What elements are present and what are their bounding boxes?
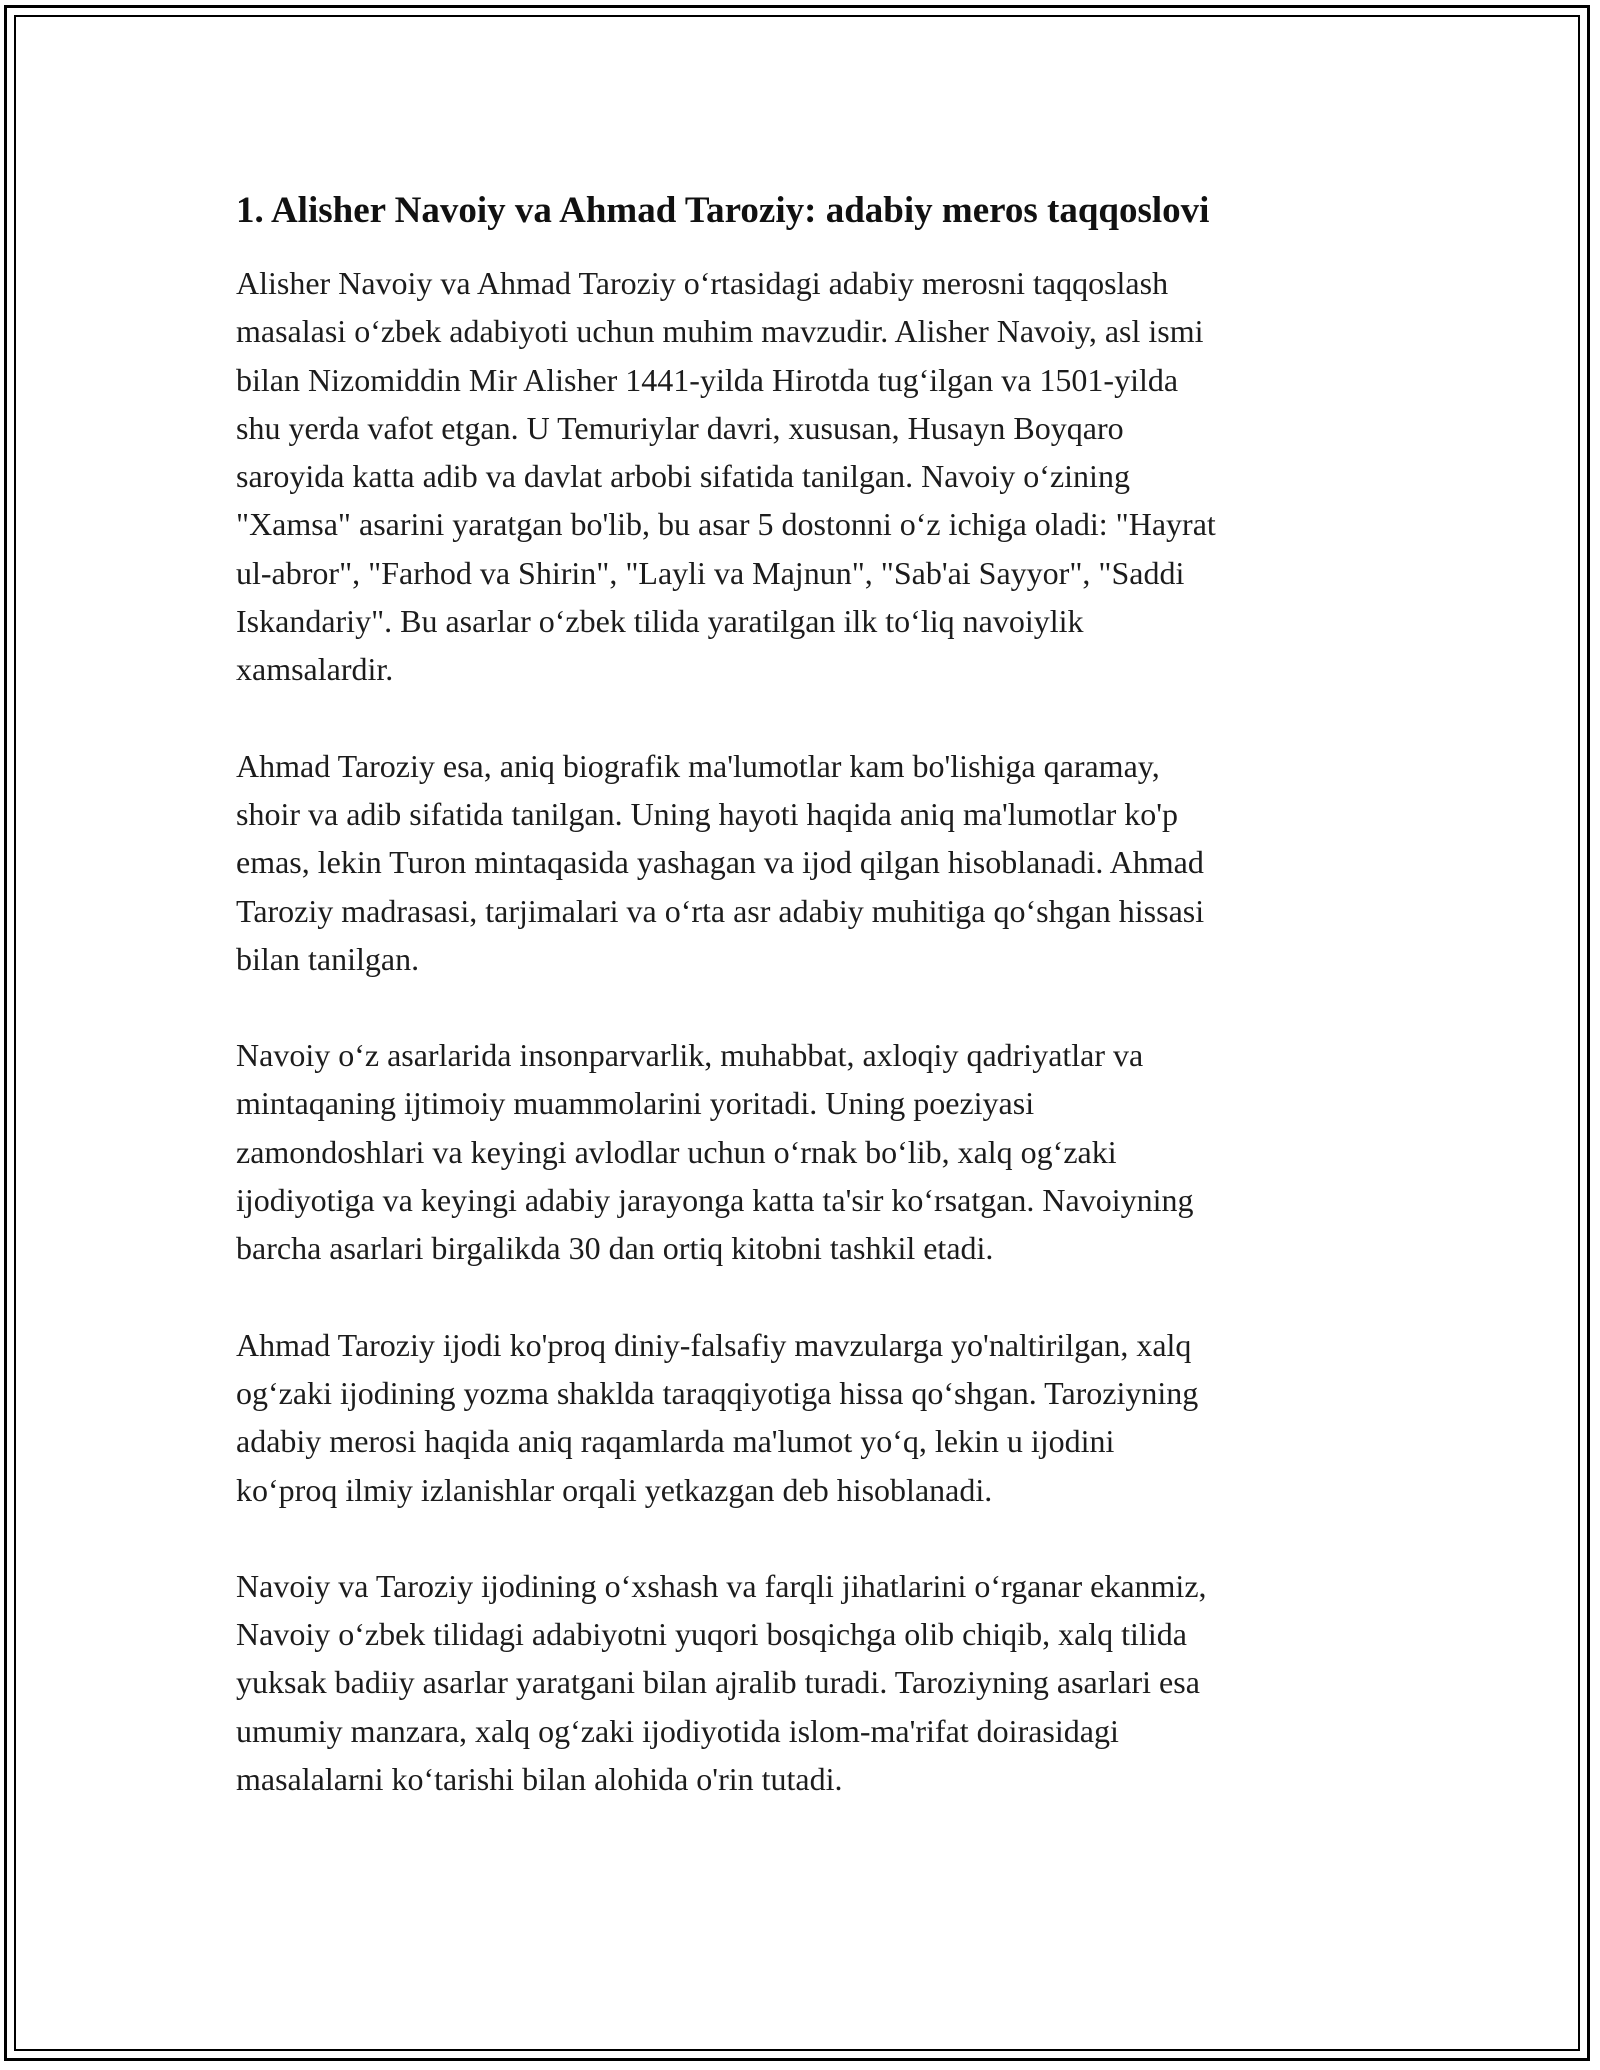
paragraph-line: masalasi o‘zbek adabiyoti uchun muhim mavzudir. Alisher Navoiy, asl ismi: [236, 313, 1204, 350]
paragraph-line: Navoiy o‘z asarlarida insonparvarlik, muhabbat, axloqiy qadriyatlar va: [236, 1037, 1144, 1074]
paragraph-line: Alisher Navoiy va Ahmad Taroziy o‘rtasidagi adabiy merosni taqqoslash: [236, 265, 1169, 301]
paragraph-line: shoir va adib sifatida tanilgan. Uning hayoti haqida aniq ma'lumotlar ko'p: [236, 795, 1178, 832]
body-paragraph: [236, 1562, 1366, 1803]
paragraph-line: ijodiyotiga va keyingi adabiy jarayonga katta ta'sir ko‘rsatgan. Navoiyning: [236, 1182, 1194, 1219]
paragraph-line: bilan Nizomiddin Mir Alisher 1441-yilda Hirotda tug‘ilgan va 1501-yilda: [236, 361, 1179, 398]
paragraph-line: yuksak badiiy asarlar yaratgani bilan ajralib turadi. Taroziyning asarlari esa: [236, 1664, 1200, 1701]
body-paragraph: [236, 1321, 1366, 1514]
paragraph-line: Navoiy va Taroziy ijodining o‘xshash va farqli jihatlarini o‘rganar ekanmiz,: [236, 1567, 1207, 1604]
paragraph-line: Iskandariy". Bu asarlar o‘zbek tilida yaratilgan ilk to‘liq navoiylik: [236, 603, 1084, 640]
body-paragraph: [236, 259, 1366, 694]
paragraph-line: "Xamsa" asarini yaratgan bo'lib, bu asar 5 dostonni o‘z ichiga oladi: "Hayrat: [236, 506, 1216, 543]
paragraph-line: bilan tanilgan.: [236, 940, 420, 977]
paragraph-line: Navoiy o‘zbek tilidagi adabiyotni yuqori bosqichga olib chiqib, xalq tilida: [236, 1616, 1187, 1653]
section-heading: 1. Alisher Navoiy va Ahmad Taroziy: adabiy meros taqqoslovi: [236, 190, 1210, 231]
paragraph-line: xamsalardir.: [236, 651, 394, 688]
body-paragraph: [236, 742, 1366, 983]
paragraph-line: mintaqaning ijtimoiy muammolarini yoritadi. Uning poeziyasi: [236, 1085, 1035, 1122]
paragraph-line: adabiy merosi haqida aniq raqamlarda ma'lumot yo‘q, lekin u ijodini: [236, 1423, 1115, 1460]
paragraph-line: Ahmad Taroziy esa, aniq biografik ma'lumotlar kam bo'lishiga qaramay,: [236, 747, 1160, 784]
paragraph-line: og‘zaki ijodining yozma shaklda taraqqiyotiga hissa qo‘shgan. Taroziyning: [236, 1374, 1199, 1411]
paragraph-line: ko‘proq ilmiy izlanishlar orqali yetkazgan deb hisoblanadi.: [236, 1471, 993, 1508]
document-body: [236, 185, 1366, 1851]
body-paragraph: [236, 1031, 1366, 1272]
paragraph-line: masalalarni ko‘tarishi bilan alohida o'rin tutadi.: [236, 1761, 843, 1798]
paragraph-line: Ahmad Taroziy ijodi ko'proq diniy-falsafiy mavzularga yo'naltirilgan, xalq: [236, 1326, 1192, 1363]
paragraph-line: emas, lekin Turon mintaqasida yashagan va ijod qilgan hisoblanadi. Ahmad: [236, 844, 1204, 881]
paragraph-line: saroyida katta adib va davlat arbobi sifatida tanilgan. Navoiy o‘zining: [236, 458, 1130, 495]
paragraph-line: zamondoshlari va keyingi avlodlar uchun o‘rnak bo‘lib, xalq og‘zaki: [236, 1133, 1117, 1170]
paragraph-line: umumiy manzara, xalq og‘zaki ijodiyotida islom-ma'rifat doirasidagi: [236, 1712, 1119, 1749]
paragraph-line: Taroziy madrasasi, tarjimalari va o‘rta asr adabiy muhitiga qo‘shgan hissasi: [236, 892, 1205, 929]
paragraph-line: shu yerda vafot etgan. U Temuriylar davri, xususan, Husayn Boyqaro: [236, 409, 1124, 446]
paragraph-line: barcha asarlari birgalikda 30 dan ortiq kitobni tashkil etadi.: [236, 1230, 994, 1267]
paragraph-line: ul-abror", "Farhod va Shirin", "Layli va Majnun", "Sab'ai Sayyor", "Saddi: [236, 554, 1185, 591]
paragraph-container: [236, 259, 1366, 1803]
